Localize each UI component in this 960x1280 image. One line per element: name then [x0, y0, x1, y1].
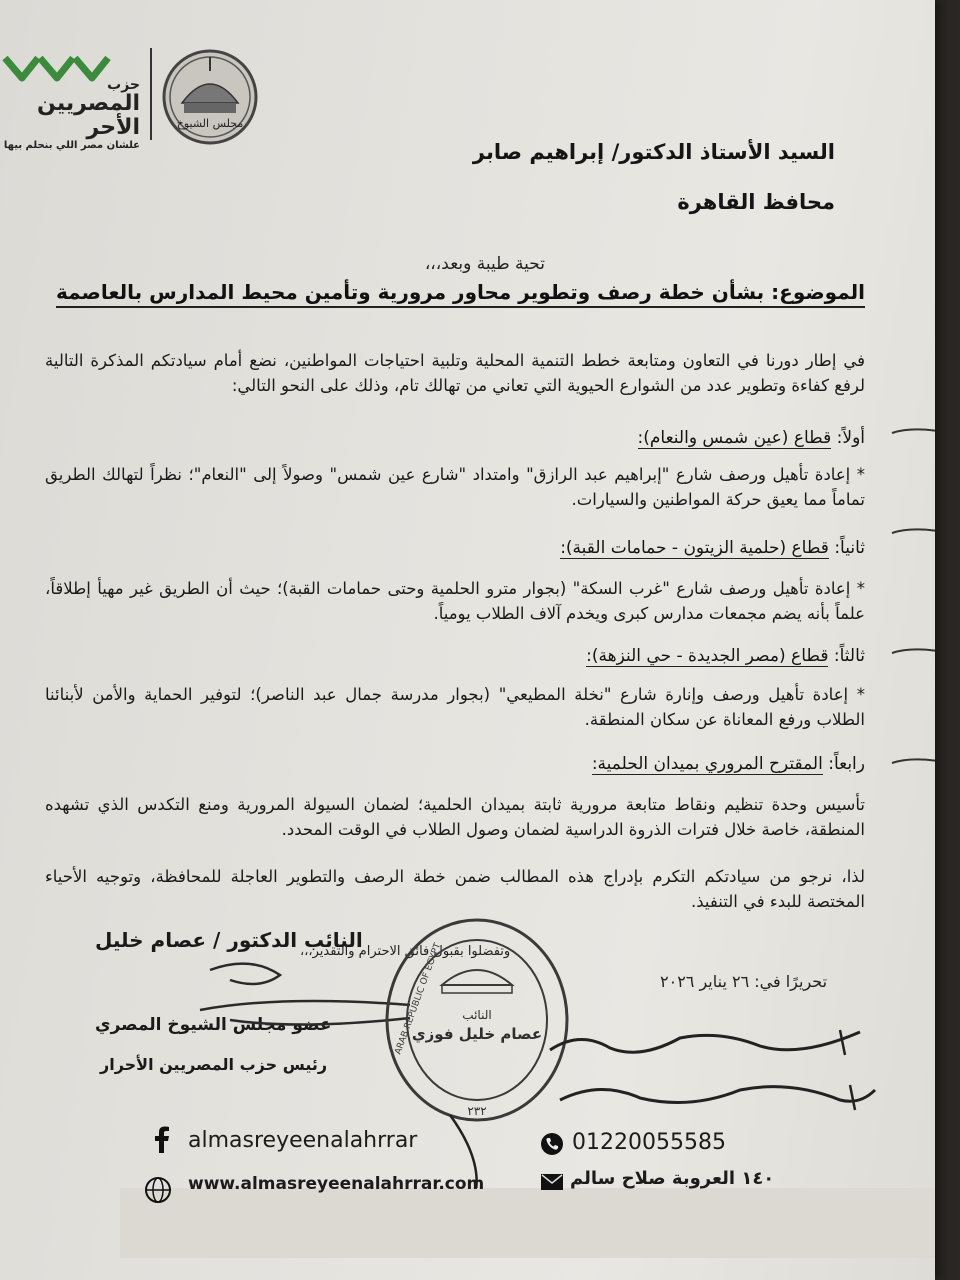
- section-2-body: * إعادة تأهيل ورصف شارع "غرب السكة" (بجوار مترو الحلمية وحتى حمامات القبة)؛ حيث أن الطريق غير مهيأ إطلاقاً، علماً بأنه يضم مجمعات مدارس كبرى ويخدم آلاف الطلاب يومياً.: [45, 579, 865, 623]
- party-name-line2: المصريين الأحر: [37, 91, 140, 140]
- closing-line: وتفضلوا بقبول فائق الاحترام والتقدير،،،: [300, 944, 511, 959]
- section-1-label: أولاً:: [836, 428, 865, 448]
- section-3-title: قطاع (مصر الجديدة - حي النزهة):: [586, 646, 829, 666]
- facebook-handle-link[interactable]: almasreyeenalahrrar: [188, 1128, 418, 1153]
- section-3-heading: [586, 646, 865, 666]
- signatory-role-senate: عضو مجلس الشيوخ المصري: [95, 1015, 332, 1035]
- stamp-number: ٢٣٢: [467, 1104, 487, 1118]
- addressee-title: محافظ القاهرة: [677, 190, 835, 214]
- margin-tick-mark-icon: [890, 525, 935, 539]
- stamp-name: عصام خليل فوزي: [411, 1025, 543, 1043]
- section-3-label: ثالثاً:: [833, 646, 865, 666]
- section-2-label: ثانياً:: [834, 538, 865, 558]
- signatory-name: النائب الدكتور / عصام خليل: [95, 928, 363, 952]
- margin-tick-mark-icon: [890, 645, 935, 659]
- section-1-title: قطاع (عين شمس والنعام):: [637, 428, 832, 448]
- conclusion-paragraph: لذا، نرجو من سيادتكم التكرم بإدراج هذه المطالب ضمن خطة الرصف والتطوير العاجلة للمحافظة، وتوجيه الأحياء المختصة للبدء في التنفيذ.: [45, 867, 865, 911]
- subject-line: الموضوع: بشأن خطة رصف وتطوير محاور مرورية وتأمين محيط المدارس بالعاصمة: [56, 280, 865, 308]
- phone-icon: [540, 1132, 564, 1156]
- section-1-heading: [638, 428, 865, 448]
- seal-text: مجلس الشيوخ: [176, 117, 244, 130]
- party-slogan: علشان مصر اللي بنحلم بيها: [3, 140, 140, 151]
- signature-scribble-icon: [80, 950, 430, 1030]
- postal-address: ١٤٠ العروبة صلاح سالم: [570, 1168, 775, 1189]
- section-1-body: * إعادة تأهيل ورصف شارع "إبراهيم عبد الرازق" وامتداد "شارع عين شمس" وصولاً إلى "النعام"؛ نظراً لتهالك الطريق تماماً مما يعيق حركة المواطنين والسيارات.: [45, 465, 865, 509]
- footer-bar: [120, 1188, 935, 1258]
- section-4-title: المقترح المروري بميدان الحلمية:: [591, 754, 823, 774]
- handwritten-note-icon: [540, 1010, 880, 1120]
- stamp-outer-text: ARAB REPUBLIC OF EGYPT: [393, 941, 444, 1057]
- section-4-label: رابعاً:: [828, 754, 865, 774]
- section-2-title: قطاع (حلمية الزيتون - حمامات القبة):: [560, 538, 829, 558]
- intro-paragraph: في إطار دورنا في التعاون ومتابعة خطط التنمية المحلية وتلبية احتياجات المواطنين، نضع أمام سيادتكم المذكرة التالية لرفع كفاءة وتطوير عدد من الشوارع الحيوية التي تعاني من تهالك تام، وذلك على النحو التالي:: [45, 351, 865, 395]
- senate-seal-icon: [160, 45, 260, 145]
- globe-icon: [144, 1176, 172, 1204]
- mail-icon: [540, 1172, 564, 1192]
- section-4-heading: [592, 754, 865, 774]
- phone-number[interactable]: 01220055585: [572, 1130, 726, 1155]
- party-name: [0, 78, 140, 152]
- signatory-role-party: رئيس حزب المصريين الأحرار: [100, 1055, 328, 1074]
- addressee-name: السيد الأستاذ الدكتور/ إبراهيم صابر: [472, 140, 835, 164]
- stamp-title: النائب: [462, 1008, 492, 1022]
- margin-tick-mark-icon: [890, 755, 935, 769]
- party-name-line1: حزب: [107, 77, 140, 93]
- section-2-heading: [560, 538, 865, 558]
- section-3-body: * إعادة تأهيل ورصف وإنارة شارع "نخلة المطيعي" (بجوار مدرسة جمال عبد الناصر)؛ لتوفير الحماية والأمن لأبنائنا الطلاب ورفع المعاناة عن سكان المنطقة.: [45, 685, 865, 729]
- facebook-icon: [148, 1126, 176, 1154]
- website-link[interactable]: www.almasreyeenalahrrar.com: [188, 1174, 485, 1194]
- section-4-body: تأسيس وحدة تنظيم ونقاط متابعة مرورية ثابتة بميدان الحلمية؛ لضمان السيولة المرورية ومنع التكدس الذي تشهده المنطقة، خاصة خلال فترات الذروة الدراسية لضمان وصول الطلاب في الوقت المحدد.: [45, 795, 865, 839]
- header-divider: [150, 48, 152, 140]
- greeting: تحية طيبة وبعد،،،: [424, 254, 545, 274]
- document-date: تحريرًا في: ٢٦ يناير ٢٠٢٦: [660, 972, 828, 991]
- margin-tick-mark-icon: [890, 425, 935, 439]
